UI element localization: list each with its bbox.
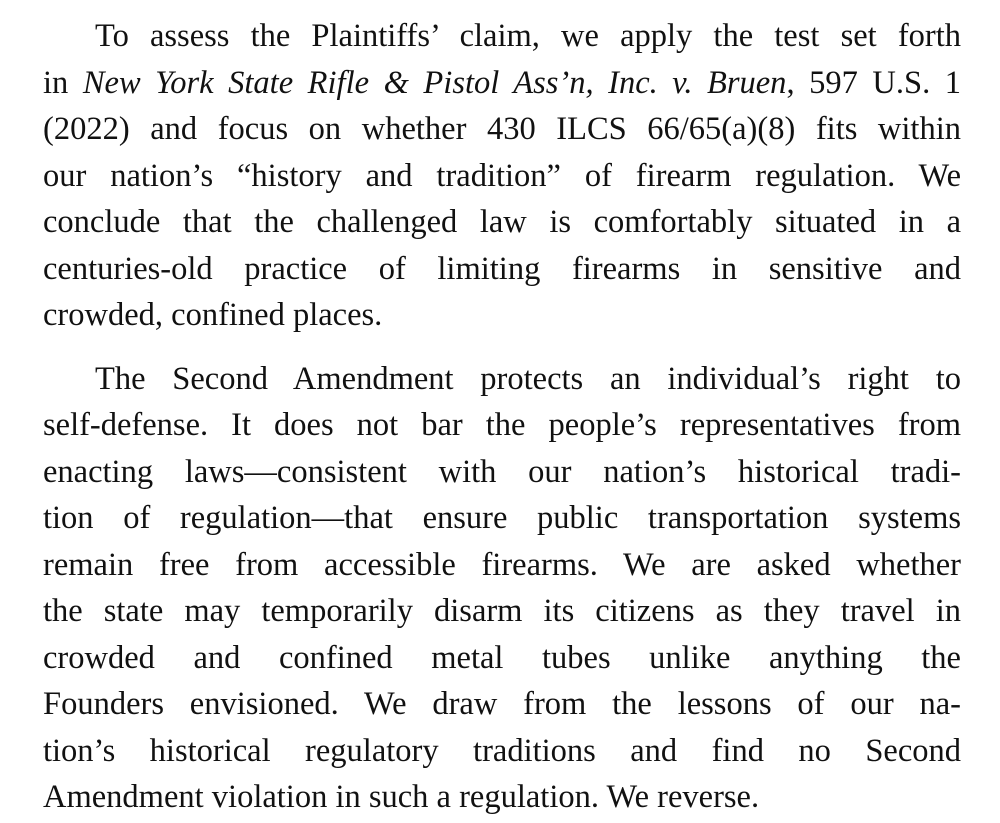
paragraph-line: To assess the Plaintiffs’ claim, we apply the test set forth: [95, 18, 961, 54]
paragraph-line: crowded, confined places.: [43, 297, 383, 333]
paragraph-second-amendment-holding: [43, 356, 961, 821]
paragraph-line: tion of regulation—that ensure public transportation systems: [43, 500, 961, 536]
citation-prefix: in: [43, 64, 83, 101]
paragraph-line: remain free from accessible firearms. We are asked whether: [43, 546, 961, 583]
paragraph-line-with-citation: [43, 60, 961, 107]
paragraph-line: the state may temporarily disarm its citizens as they travel in: [43, 593, 961, 629]
paragraph-line: enacting laws—consistent with our nation’s historical tradi-: [43, 453, 961, 490]
document-page: [43, 13, 961, 821]
paragraph-line: The Second Amendment protects an individual’s right to: [95, 360, 961, 397]
paragraph-bruen-test: [43, 13, 961, 339]
paragraph-line: crowded and confined metal tubes unlike anything the: [43, 639, 961, 676]
paragraph-line: Amendment violation in such a regulation. We reverse.: [43, 779, 760, 815]
paragraph-line: self-defense. It does not bar the people’s representatives from: [43, 407, 961, 443]
citation-reporter: , 597 U.S. 1: [786, 64, 962, 101]
case-citation: New York State Rifle & Pistol Ass’n, Inc. v. Bruen: [82, 64, 787, 101]
paragraph-line: our nation’s “history and tradition” of firearm regulation. We: [43, 157, 961, 194]
paragraph-line: centuries-old practice of limiting firearms in sensitive and: [43, 250, 961, 287]
paragraph-line: conclude that the challenged law is comfortably situated in a: [43, 204, 961, 240]
paragraph-line: (2022) and focus on whether 430 ILCS 66/65(a)(8) fits within: [43, 111, 961, 147]
paragraph-line: tion’s historical regulatory traditions and find no Second: [43, 732, 961, 769]
paragraph-line: Founders envisioned. We draw from the lessons of our na-: [43, 686, 961, 722]
